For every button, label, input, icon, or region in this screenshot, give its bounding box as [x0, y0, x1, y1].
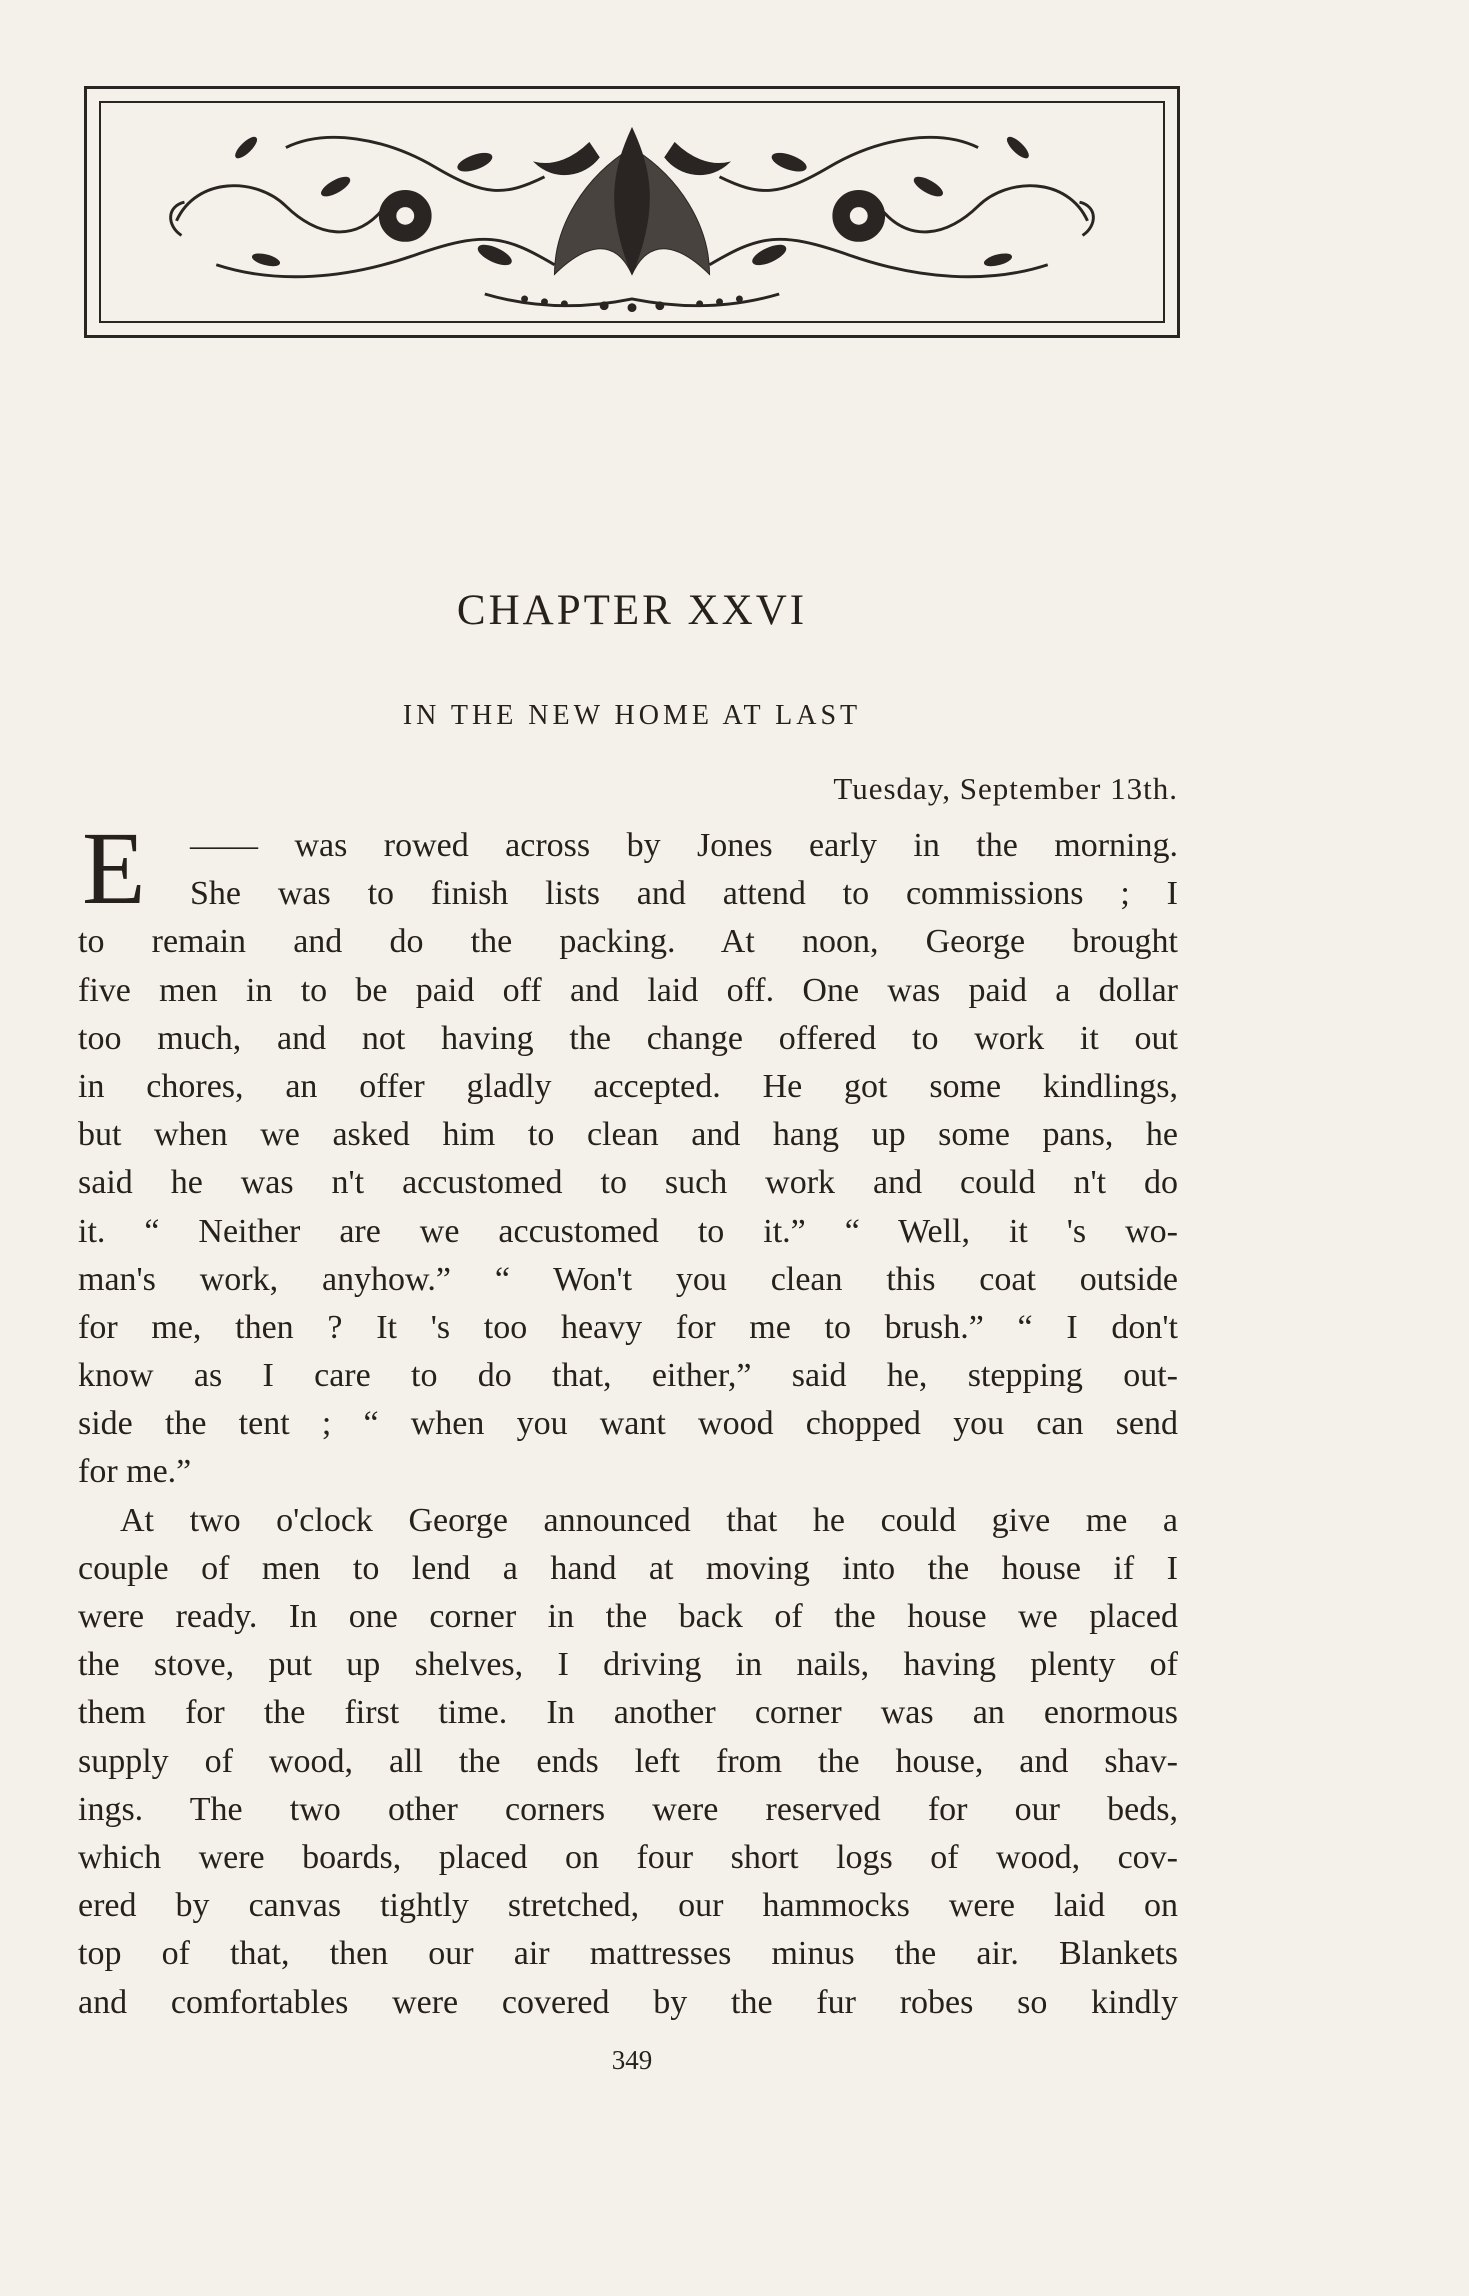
drop-cap: E — [82, 811, 146, 926]
text-line: know as I care to do that, either,” said he, stepping out- — [78, 1357, 1178, 1395]
text-line: the stove, put up shelves, I driving in nails, having plenty of — [78, 1646, 1178, 1684]
text-line: ings. The two other corners were reserved for our beds, — [78, 1790, 1178, 1828]
text-line: supply of wood, all the ends left from the house, and shav- — [78, 1742, 1178, 1780]
text-line: and comfortables were covered by the fur robes so kindly — [78, 1983, 1178, 2021]
text-line: them for the first time. In another corner was an enormous — [78, 1694, 1178, 1732]
text-line: —— was rowed across by Jones early in the morning. — [190, 827, 1178, 864]
text-line: but when we asked him to clean and hang up some pans, he — [78, 1116, 1178, 1154]
floral-scroll-ornament-icon — [87, 89, 1177, 335]
text-line: too much, and not having the change offered to work it out — [78, 1019, 1178, 1057]
text-line: side the tent ; “ when you want wood chopped you can send — [78, 1405, 1178, 1443]
body-text — [78, 822, 1178, 2027]
text-line: man's work, anyhow.” “ Won't you clean this coat outside — [78, 1260, 1178, 1298]
text-line: in chores, an offer gladly accepted. He got some kindlings, — [78, 1067, 1178, 1105]
chapter-title: CHAPTER XXVI — [456, 587, 808, 634]
text-line: top of that, then our air mattresses minus the air. Blankets — [78, 1935, 1178, 1973]
dateline: Tuesday, September 13th. — [833, 771, 1178, 806]
text-line: five men in to be paid off and laid off. One was paid a dollar — [78, 971, 1178, 1009]
text-line: She was to finish lists and attend to commissions ; I — [190, 875, 1178, 913]
text-line: said he was n't accustomed to such work and could n't do — [78, 1164, 1178, 1202]
text-line: ered by canvas tightly stretched, our hammocks were laid on — [78, 1887, 1178, 1925]
text-line: which were boards, placed on four short logs of wood, cov- — [78, 1838, 1178, 1876]
text-line: At two o'clock George announced that he could give me a — [120, 1501, 1178, 1539]
chapter-subtitle: IN THE NEW HOME AT LAST — [402, 700, 862, 731]
text-line: it. “ Neither are we accustomed to it.” “ Well, it 's wo- — [78, 1212, 1178, 1250]
text-line: for me, then ? It 's too heavy for me to brush.” “ I don't — [78, 1308, 1178, 1346]
page-number: 349 — [611, 2045, 653, 2075]
text-line: couple of men to lend a hand at moving into the house if I — [78, 1549, 1178, 1587]
floral-header-ornament — [84, 86, 1180, 338]
text-line: to remain and do the packing. At noon, George brought — [78, 923, 1178, 961]
text-line: for me.” — [78, 1453, 192, 1491]
text-line: were ready. In one corner in the back of the house we placed — [78, 1598, 1178, 1635]
